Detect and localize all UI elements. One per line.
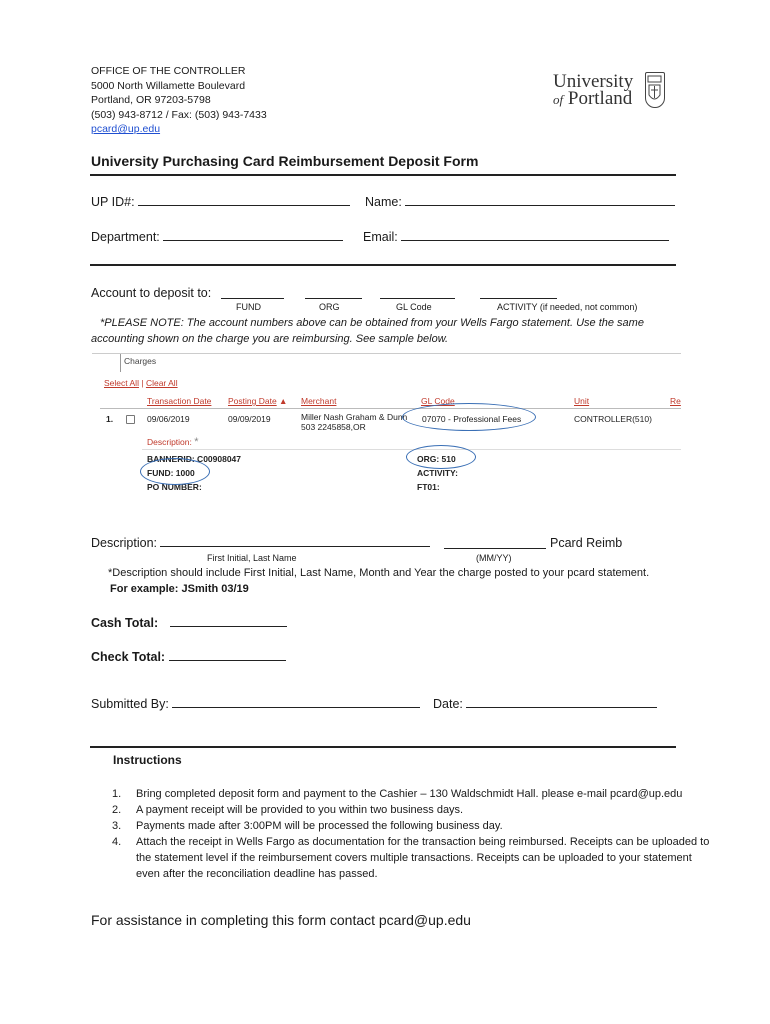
activity-line[interactable] xyxy=(480,288,557,299)
date-label: Date: xyxy=(433,697,463,711)
office-address-line2: Portland, OR 97203-5798 xyxy=(91,94,211,106)
org-line[interactable] xyxy=(305,288,362,299)
logo-university-text: University xyxy=(553,71,634,92)
up-id-line[interactable] xyxy=(138,195,350,206)
office-address-line1: 5000 North Willamette Boulevard xyxy=(91,79,246,92)
org-highlight-circle xyxy=(406,445,476,469)
sample-unit: CONTROLLER(510) xyxy=(574,414,652,424)
sample-statement-image xyxy=(92,353,681,500)
fund-caption: FUND xyxy=(236,302,261,312)
description-label: Description: xyxy=(91,536,157,550)
sample-select-links: Select All | Clear All xyxy=(104,378,178,388)
sample-fund: FUND: 1000 xyxy=(147,468,195,478)
first-last-caption: First Initial, Last Name xyxy=(207,553,297,563)
description-date-line[interactable] xyxy=(444,538,546,549)
mmyy-caption: (MM/YY) xyxy=(476,553,512,563)
note-line2: accounting shown on the charge you are reimbursing. See sample below. xyxy=(91,333,449,345)
email-label: Email: xyxy=(363,230,398,244)
up-id-label: UP ID#: xyxy=(91,195,135,209)
cash-total-label: Cash Total: xyxy=(91,616,159,630)
check-total-field[interactable] xyxy=(91,650,286,664)
instruction-item: 4. Attach the receipt in Wells Fargo as documentation for the transaction being reimbursed. Receipts can be uploaded to the statement level if the reimbursement covers multiple transactions. Receipts can be uploaded to your statement even after the reconciliation deadline has passed. xyxy=(112,836,710,880)
sample-tab-charges: Charges xyxy=(124,356,157,366)
description-note: *Description should include First Initial, Last Name, Month and Year the charge posted to your pcard statement. xyxy=(108,567,650,579)
description-name-line[interactable] xyxy=(160,536,430,547)
sample-posting-date: 09/09/2019 xyxy=(228,414,271,424)
gl-code-highlight-circle xyxy=(402,403,536,431)
instruction-item: 3. Payments made after 3:00PM will be processed the following business day. xyxy=(112,820,503,832)
header-divider xyxy=(90,264,676,266)
form-title: University Purchasing Card Reimbursement Deposit Form xyxy=(91,153,479,169)
cash-total-line[interactable] xyxy=(170,616,287,627)
sample-merchant-phone: 503 2245858,OR xyxy=(301,422,366,432)
fund-highlight-circle xyxy=(140,458,210,485)
submitted-by-line[interactable] xyxy=(172,697,420,708)
activity-caption: ACTIVITY (if needed, not common) xyxy=(497,302,638,312)
office-address-block xyxy=(91,64,267,137)
department-label: Department: xyxy=(91,230,160,244)
instructions-heading: Instructions xyxy=(113,753,182,767)
sample-row-number: 1. xyxy=(106,414,114,424)
office-phone: (503) 943-8712 / Fax: (503) 943-7433 xyxy=(91,108,267,121)
note-line1: *PLEASE NOTE: The account numbers above can be obtained from your Wells Fargo statement. Use the same xyxy=(100,317,644,329)
account-label: Account to deposit to: xyxy=(91,286,212,300)
sample-row-checkbox xyxy=(126,415,135,424)
instruction-item: 2. A payment receipt will be provided to you within two business days. xyxy=(112,804,464,816)
gl-code-line[interactable] xyxy=(380,288,455,299)
logo-portland-text: of Portland xyxy=(553,88,633,109)
sample-ft01: FT01: xyxy=(417,482,440,492)
sample-header-re: Re xyxy=(670,396,681,406)
sample-header-gl-code: GL Code xyxy=(421,396,455,406)
sample-header-merchant: Merchant xyxy=(301,396,337,406)
sample-banner-id: BANNERID: C00908047 xyxy=(147,454,242,464)
title-divider xyxy=(90,174,676,176)
sample-header-transaction-date: Transaction Date xyxy=(147,396,212,406)
department-line[interactable] xyxy=(163,230,343,241)
instruction-item: 1. Bring completed deposit form and payment to the Cashier – 130 Waldschmidt Hall. please e-mail pcard@up.edu xyxy=(112,788,683,800)
description-example: For example: JSmith 03/19 xyxy=(110,583,249,595)
instructions-divider xyxy=(90,746,676,748)
sample-po-number: PO NUMBER: xyxy=(147,482,202,492)
assistance-footer: For assistance in completing this form contact pcard@up.edu xyxy=(91,912,471,928)
pcard-reimb-text: Pcard Reimb xyxy=(550,536,623,550)
name-label: Name: xyxy=(365,195,402,209)
email-field[interactable] xyxy=(363,230,669,244)
sample-org: ORG: 510 xyxy=(417,454,456,464)
department-field[interactable] xyxy=(91,230,343,244)
cash-total-field[interactable] xyxy=(91,616,287,630)
sample-merchant: Miller Nash Graham & Dunn xyxy=(301,412,408,422)
university-logo xyxy=(553,72,668,110)
name-line[interactable] xyxy=(405,195,675,206)
sample-transaction-date: 09/06/2019 xyxy=(147,414,190,424)
submitted-by-field[interactable] xyxy=(91,697,420,711)
instructions-list xyxy=(112,786,712,882)
check-total-label: Check Total: xyxy=(91,650,166,664)
crest-icon xyxy=(645,72,665,108)
office-name: OFFICE OF THE CONTROLLER xyxy=(91,65,246,77)
org-caption: ORG xyxy=(319,302,340,312)
sample-header-unit: Unit xyxy=(574,396,590,406)
up-id-field[interactable] xyxy=(91,195,350,209)
office-email-link[interactable]: pcard@up.edu xyxy=(91,123,161,135)
name-field[interactable] xyxy=(365,195,675,209)
gl-code-caption: GL Code xyxy=(396,302,432,312)
date-field[interactable] xyxy=(433,697,657,711)
sample-activity: ACTIVITY: xyxy=(417,468,458,478)
sample-gl-code: 07070 - Professional Fees xyxy=(422,414,522,424)
sample-description: Description: * xyxy=(147,436,199,448)
sample-header-posting-date: Posting Date ▲ xyxy=(228,396,288,406)
email-line[interactable] xyxy=(401,230,669,241)
date-line[interactable] xyxy=(466,697,657,708)
check-total-line[interactable] xyxy=(169,650,286,661)
submitted-by-label: Submitted By: xyxy=(91,697,169,711)
description-field[interactable] xyxy=(91,536,430,550)
fund-line[interactable] xyxy=(221,288,284,299)
